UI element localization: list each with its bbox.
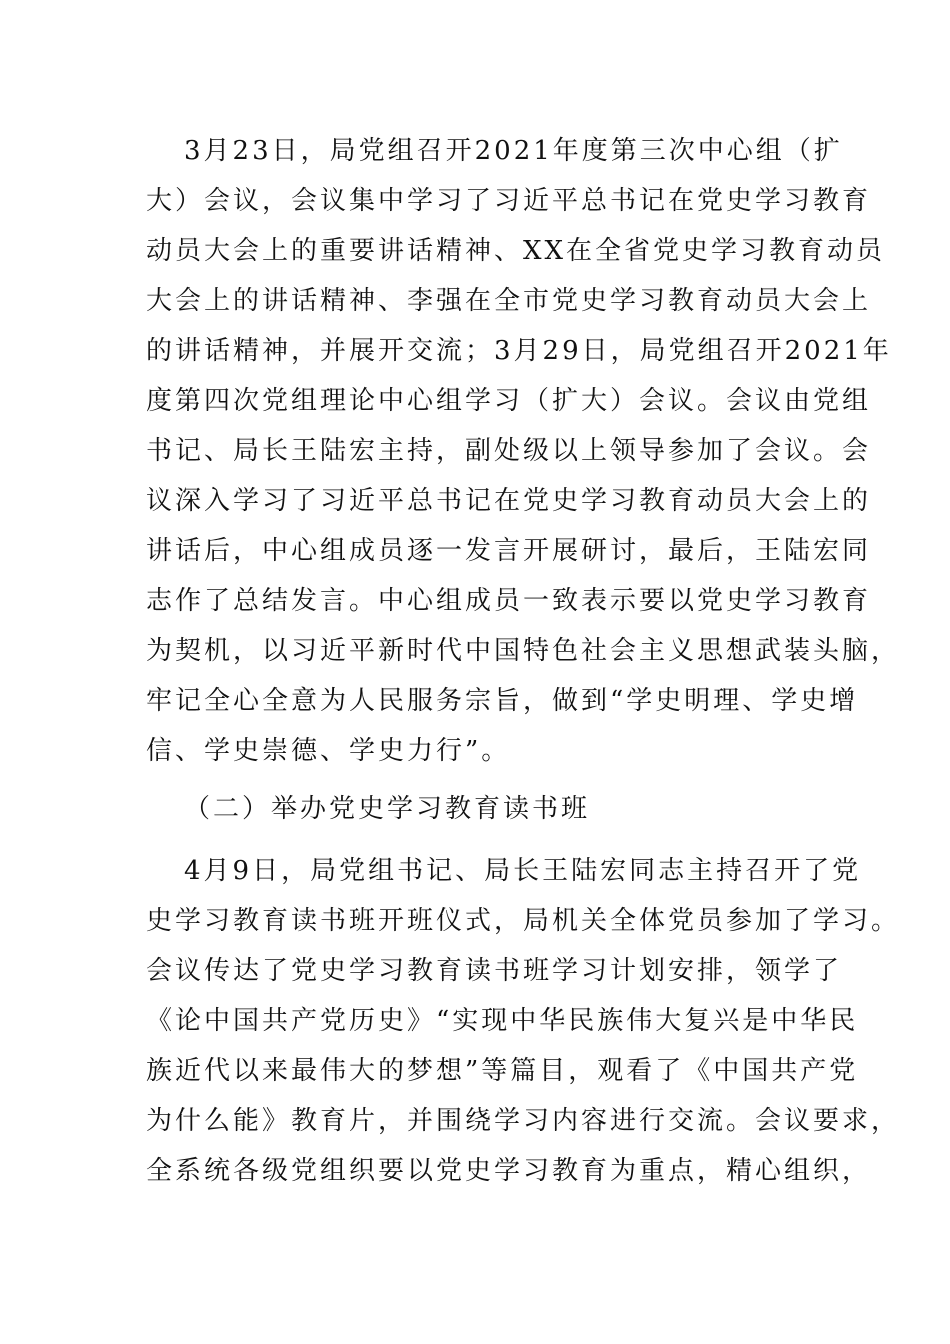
paragraph-line: 会议传达了党史学习教育读书班学习计划安排，领学了 bbox=[146, 956, 843, 986]
paragraph-line: 为什么能》教育片，并围绕学习内容进行交流。会议要求， bbox=[146, 1106, 901, 1136]
paragraph-line: 全系统各级党组织要以党史学习教育为重点，精心组织， bbox=[146, 1156, 872, 1186]
paragraph-line: 大）会议，会议集中学习了习近平总书记在党史学习教育 bbox=[146, 186, 872, 216]
paragraph-line: 议深入学习了习近平总书记在党史学习教育动员大会上的 bbox=[146, 486, 872, 516]
paragraph-line: 度第四次党组理论中心组学习（扩大）会议。会议由党组 bbox=[146, 386, 872, 416]
paragraph-line: 为契机，以习近平新时代中国特色社会主义思想武装头脑， bbox=[146, 636, 901, 666]
paragraph-line: 志作了总结发言。中心组成员一致表示要以党史学习教育 bbox=[146, 586, 872, 616]
paragraph-line: 《论中国共产党历史》“实现中华民族伟大复兴是中华民 bbox=[146, 1006, 859, 1036]
paragraph-line: 书记、局长王陆宏主持，副处级以上领导参加了会议。会 bbox=[146, 436, 872, 466]
paragraph-line: 信、学史崇德、学史力行”。 bbox=[146, 736, 511, 766]
paragraph-line: 族近代以来最伟大的梦想”等篇目，观看了《中国共产党 bbox=[146, 1056, 859, 1086]
section-heading: （二）举办党史学习教育读书班 bbox=[184, 794, 591, 824]
paragraph-line: 3月23日，局党组召开2021年度第三次中心组（扩 bbox=[184, 136, 843, 166]
paragraph-line: 大会上的讲话精神、李强在全市党史学习教育动员大会上 bbox=[146, 286, 872, 316]
paragraph-line: 讲话后，中心组成员逐一发言开展研讨，最后，王陆宏同 bbox=[146, 536, 872, 566]
paragraph-line: 的讲话精神，并展开交流；3月29日，局党组召开2021年 bbox=[146, 336, 892, 366]
paragraph-line: 4月9日，局党组书记、局长王陆宏同志主持召开了党 bbox=[184, 856, 862, 886]
paragraph-line: 牢记全心全意为人民服务宗旨，做到“学史明理、学史增 bbox=[146, 686, 859, 716]
paragraph-line: 史学习教育读书班开班仪式，局机关全体党员参加了学习。 bbox=[146, 906, 901, 936]
paragraph-line: 动员大会上的重要讲话精神、XX在全省党史学习教育动员 bbox=[146, 236, 886, 266]
